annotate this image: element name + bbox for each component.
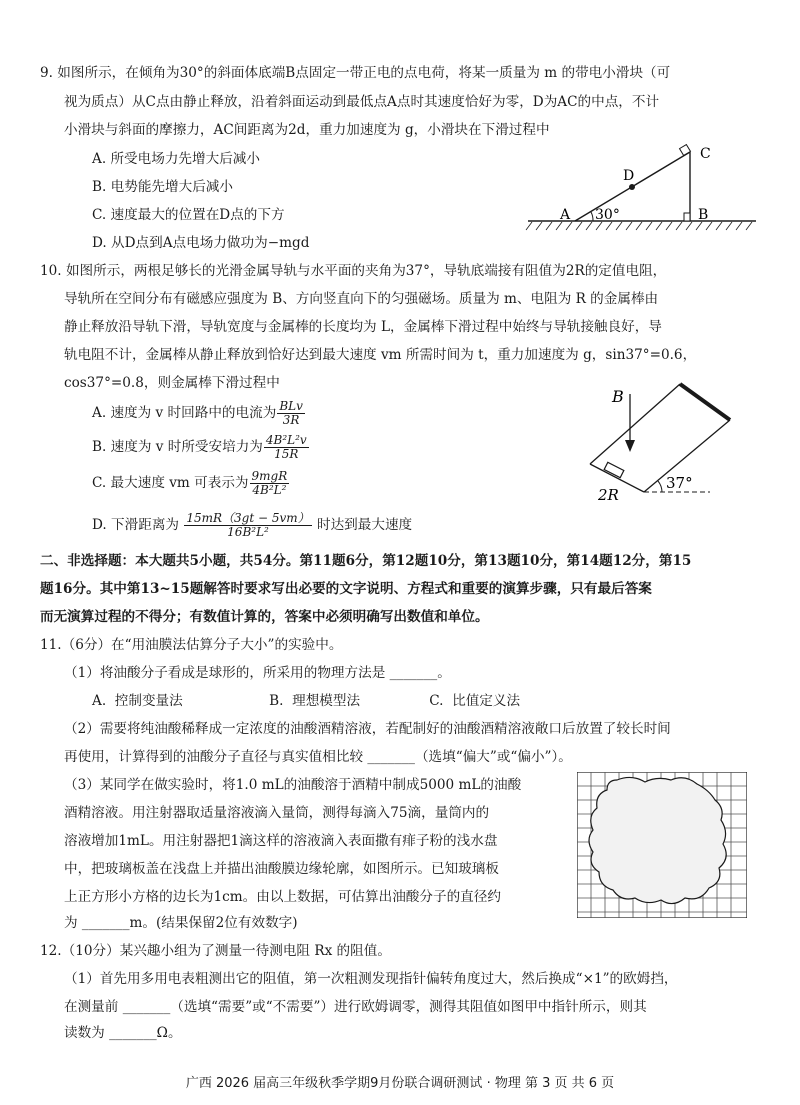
q11-title: 11.（6分）在“用油膜法估算分子大小”的实验中。	[40, 637, 343, 653]
q9-label-d: D	[623, 168, 635, 184]
q11-part-3-line-6: 为 _______m。(结果保留2位有效数字)	[64, 915, 298, 931]
q10-line-1: 10. 如图所示，两根足够长的光滑金属导轨与水平面的夹角为37°，导轨底端接有阻值为2R的定值电阻，	[40, 263, 667, 279]
q11-part-3-line-2: 酒精溶液。用注射器取适量溶液滴入量筒，测得每滴入75滴，量筒内的	[64, 805, 490, 821]
q12-part-1-line-2: 在测量前 _______（选填“需要”或“不需要”）进行欧姆调零，测得其阻值如图甲中指针所示，则其	[64, 999, 647, 1015]
q10-label-b: B	[612, 387, 624, 406]
q10-angle-label: 37°	[666, 474, 693, 492]
q10-line-3: 静止释放沿导轨下滑，导轨宽度与金属棒的长度均为 L，金属棒下滑过程中始终与导轨接触良好，导	[64, 319, 662, 335]
section2-line-2: 题16分。其中第13~15题解答时要求写出必要的文字说明、方程式和重要的演算步骤，只有最后答案	[40, 581, 652, 597]
q9-line-2: 视为质点）从C点由静止释放，沿着斜面运动到最低点A点时其速度恰好为零，D为AC的中点，不计	[64, 94, 660, 110]
page-footer: 广西 2026 届高三年级秋季学期9月份联合调研测试 · 物理 第 3 页 共 6 页	[185, 1076, 615, 1091]
q9-line-1: 9. 如图所示，在倾角为30°的斜面体底端B点固定一带正电的点电荷，将某一质量为 m 的带电小滑块（可	[40, 65, 671, 81]
q11-part-3-line-4: 中，把玻璃板盖在浅盘上并描出油酸膜边缘轮廓，如图所示。已知玻璃板	[64, 861, 499, 877]
q9-option-d: D. 从D点到A点电场力做功为−mgd	[92, 235, 310, 251]
section2-line-1: 二、非选择题：本大题共5小题，共54分。第11题6分，第12题10分，第13题10分，第14题12分，第15	[40, 553, 692, 569]
q12-title: 12.（10分）某兴趣小组为了测量一待测电阻 Rx 的阻值。	[40, 943, 391, 959]
q9-line-3: 小滑块与斜面的摩擦力，AC间距离为2d，重力加速度为 g，小滑块在下滑过程中	[64, 122, 550, 138]
q10-label-resistor: 2R	[598, 486, 619, 504]
q10-option-b: B. 速度为 v 时所受安培力为 $\frac{\text{4B²L²v}}{15R}$	[92, 433, 307, 461]
q9-option-b: B. 电势能先增大后减小	[92, 179, 233, 195]
q9-label-b: B	[698, 207, 709, 223]
q9-option-c: C. 速度最大的位置在D点的下方	[92, 207, 285, 223]
q9-incline-figure	[520, 138, 760, 238]
q10-line-5: cos37°=0.8，则金属棒下滑过程中	[64, 375, 280, 391]
q10-option-d: D. 下滑距离为 $\frac{15mR(3gt - 5vm)}{\text{16B²L²}}$ 时达到最大速度	[92, 511, 413, 539]
q10-rails-figure	[570, 378, 760, 510]
q11-part-1-options: A. 控制变量法 B. 理想模型法 C. 比值定义法	[92, 693, 521, 709]
q11-oil-film-grid	[577, 772, 747, 918]
q12-part-1-line-1: （1）首先用多用电表粗测出它的阻值，第一次粗测发现指针偏转角度过大，然后换成“×1”的欧姆挡，	[64, 971, 678, 987]
section2-line-3: 而无演算过程的不得分；有数值计算的，答案中必须明确写出数值和单位。	[40, 609, 489, 625]
q12-part-1-line-3: 读数为 _______Ω。	[64, 1025, 182, 1041]
q11-part-1: （1）将油酸分子看成是球形的，所采用的物理方法是 _______。	[64, 665, 451, 681]
q9-option-a: A. 所受电场力先增大后减小	[92, 151, 260, 167]
q11-part-3-line-5: 上正方形小方格的边长为1cm。由以上数据，可估算出油酸分子的直径约	[64, 889, 501, 905]
q10-option-c: C. 最大速度 vm 可表示为 $\frac{\text{9mgR}}{\text{4B²L²}}$	[92, 469, 288, 497]
q10-line-2: 导轨所在空间分布有磁感应强度为 B、方向竖直向下的匀强磁场。质量为 m、电阻为 R 的金属棒由	[64, 291, 659, 307]
q10-line-4: 轨电阻不计，金属棒从静止释放到恰好达到最大速度 vm 所需时间为 t，重力加速度为 g，sin37°=0.6，	[64, 347, 697, 363]
q9-angle-label: 30°	[595, 207, 620, 223]
q9-label-a: A	[560, 207, 571, 223]
q11-part-3-line-3: 溶液增加1mL。用注射器把1滴这样的溶液滴入表面撒有痱子粉的浅水盘	[64, 833, 498, 849]
q9-label-c: C	[700, 146, 711, 162]
q11-part-3-line-1: （3）某同学在做实验时，将1.0 mL的油酸溶于酒精中制成5000 mL的油酸	[64, 777, 522, 793]
q11-part-2-line-1: （2）需要将纯油酸稀释成一定浓度的油酸酒精溶液，若配制好的油酸酒精溶液敞口后放置了较长时间	[64, 721, 671, 737]
q11-part-2-line-2: 再使用，计算得到的油酸分子直径与真实值相比较 _______（选填“偏大”或“偏小”）。	[64, 749, 572, 765]
q10-option-a: A. 速度为 v 时回路中的电流为 $\frac{\text{BLv}}{3R}$	[92, 399, 303, 427]
